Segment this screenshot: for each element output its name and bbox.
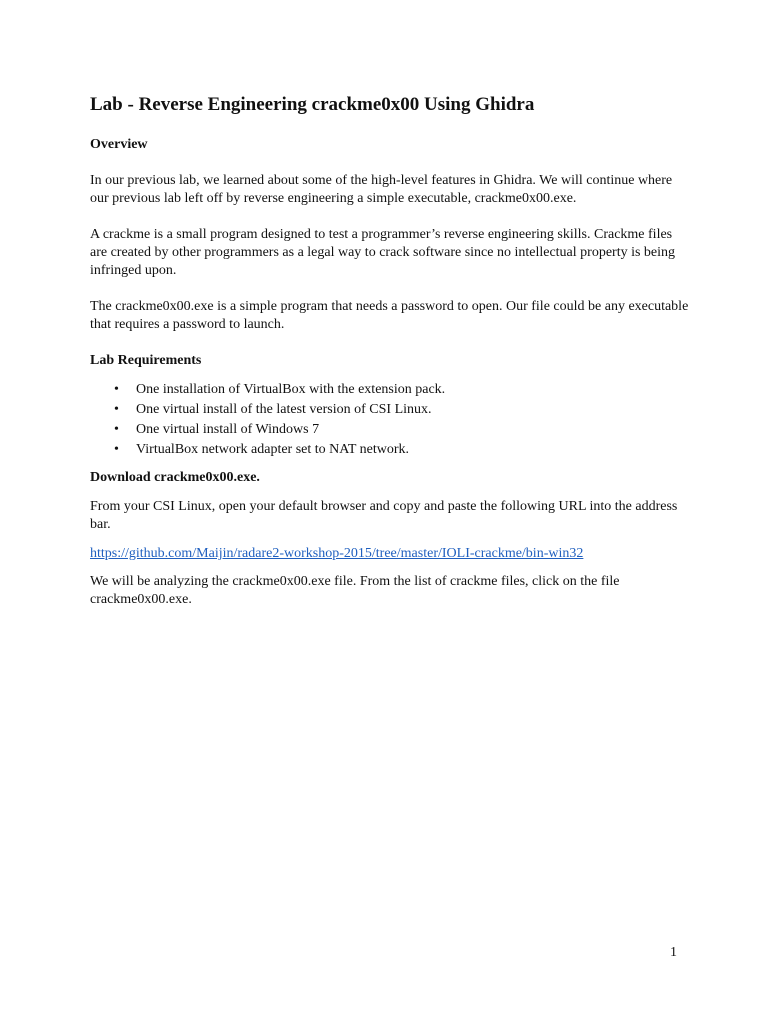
download-heading: Download crackme0x00.exe. xyxy=(90,470,260,485)
crackme-paragraph: A crackme is a small program designed to test a programmer’s reverse engineering skills. Crackme files are created by other programmers as a legal way to crack software since no intellectual property is being infringed upon. xyxy=(90,227,676,278)
bullet-icon: • xyxy=(114,382,119,397)
requirement-text: One virtual install of the latest version of CSI Linux. xyxy=(136,402,432,417)
document-title: Lab - Reverse Engineering crackme0x00 Using Ghidra xyxy=(90,94,535,115)
program-paragraph: The crackme0x00.exe is a simple program that needs a password to open. Our file could be any executable that requires a password to launch. xyxy=(90,299,689,332)
requirement-text: VirtualBox network adapter set to NAT network. xyxy=(136,442,410,457)
bullet-icon: • xyxy=(114,402,119,417)
requirement-text: One installation of VirtualBox with the extension pack. xyxy=(136,382,446,397)
bullet-icon: • xyxy=(114,442,119,457)
download-link[interactable]: https://github.com/Maijin/radare2-workshop-2015/tree/master/IOLI-crackme/bin-win32 xyxy=(90,546,584,561)
download-link-line xyxy=(90,545,690,563)
requirement-item xyxy=(90,380,690,400)
requirement-item xyxy=(90,440,690,460)
requirement-text: One virtual install of Windows 7 xyxy=(136,422,320,437)
page-number: 1 xyxy=(670,945,677,960)
page-content xyxy=(90,93,690,609)
requirement-item xyxy=(90,420,690,440)
overview-paragraph: In our previous lab, we learned about some of the high-level features in Ghidra. We will continue where our previous lab left off by reverse engineering a simple executable, crackme0x00.exe. xyxy=(90,173,673,206)
requirement-item xyxy=(90,400,690,420)
bullet-icon: • xyxy=(114,422,119,437)
overview-heading: Overview xyxy=(90,137,148,152)
requirements-heading: Lab Requirements xyxy=(90,353,202,368)
analyze-paragraph: We will be analyzing the crackme0x00.exe file. From the list of crackme files, click on the file crackme0x00.exe. xyxy=(90,574,620,607)
download-paragraph: From your CSI Linux, open your default browser and copy and paste the following URL into the address bar. xyxy=(90,499,678,532)
requirements-list xyxy=(90,380,690,460)
